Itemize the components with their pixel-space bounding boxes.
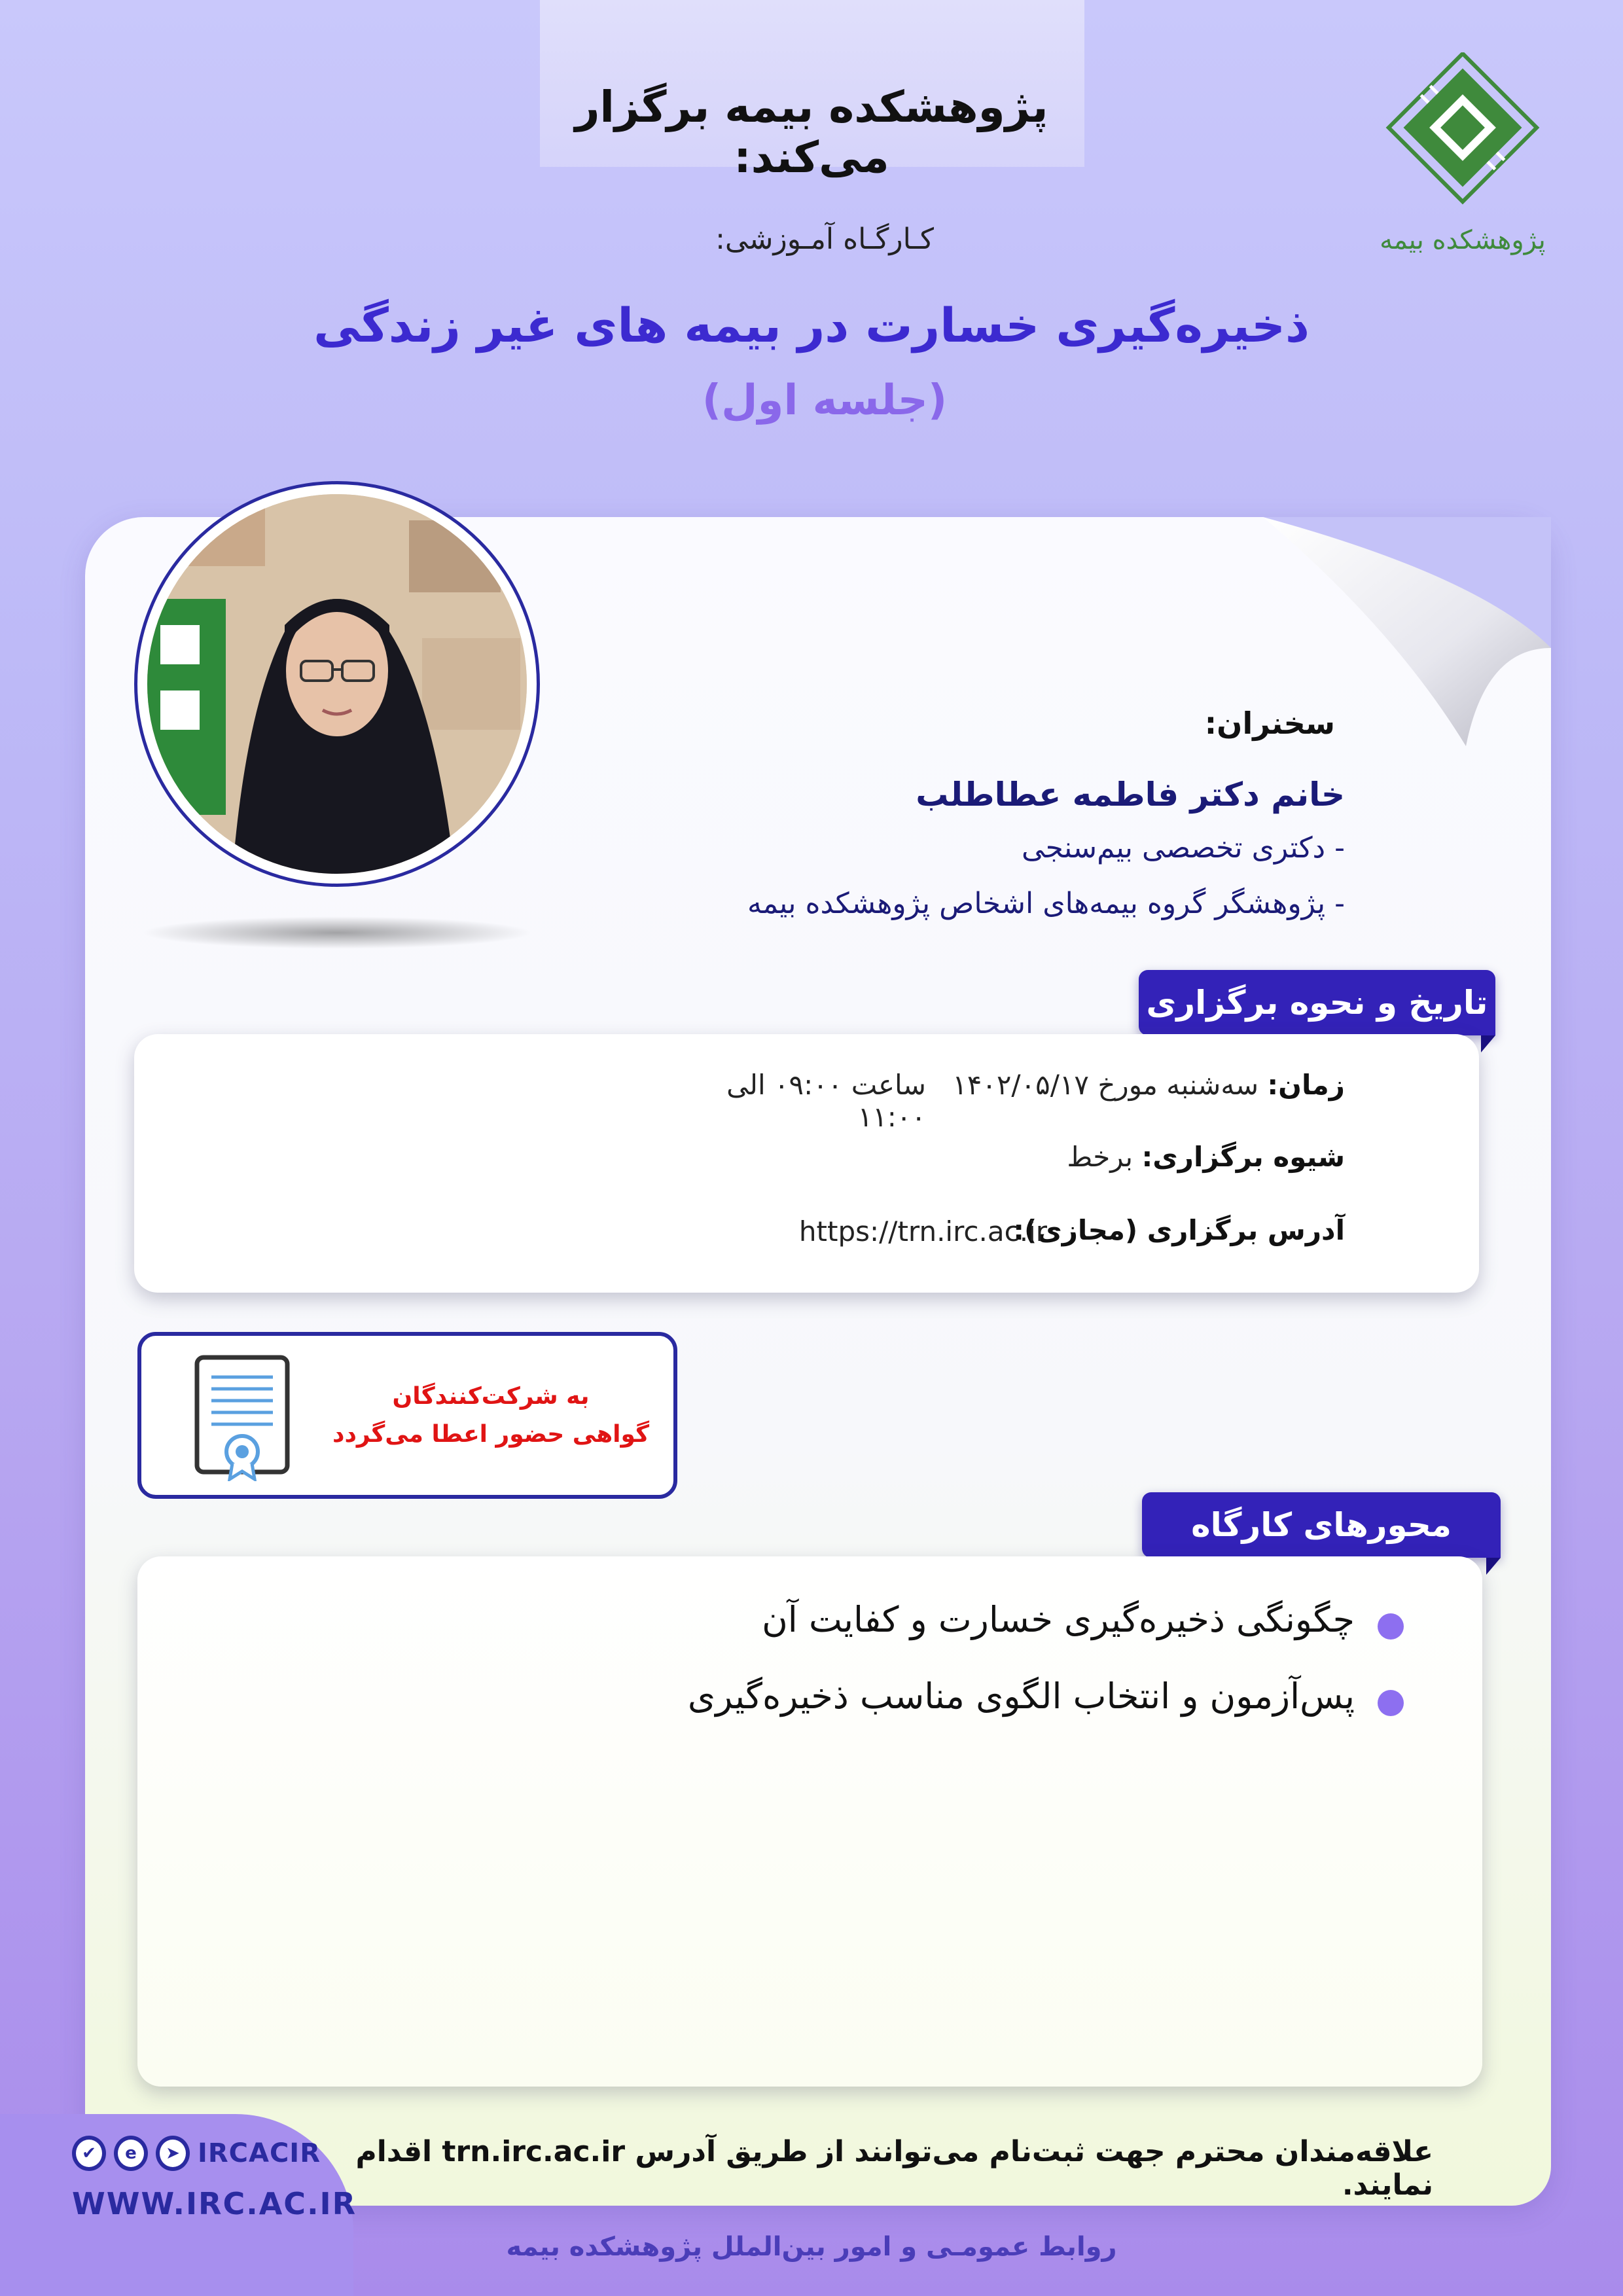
check-icon[interactable]: ✔ [72,2136,106,2171]
eitaa-icon[interactable]: e [114,2136,148,2171]
certificate-line-1: به شرکت‌کنندگان [392,1383,590,1410]
logo-text: پژوهشکده بیمه [1381,225,1544,255]
schedule-heading: تاریخ و نحوه برگزاری [1139,970,1495,1035]
bullet-icon [1378,1690,1404,1716]
workshop-title: ذخیره‌گیری خسارت در بیمه های غیر زندگی [313,298,1310,353]
website-link[interactable]: WWW.IRC.AC.IR [72,2186,357,2221]
telegram-icon[interactable]: ➤ [156,2136,190,2171]
time-date: سه‌شنبه مورخ ۱۴۰۲/۰۵/۱۷ [952,1069,1259,1101]
speaker-photo [147,494,527,874]
institute-logo [1381,52,1544,268]
mode-label: شیوه برگزاری: [1141,1141,1345,1173]
workshop-label: کـارگـاه آمـوزشی: [715,223,934,256]
mode-value: برخط [1067,1141,1133,1173]
time-label: زمان: [1267,1069,1345,1101]
topic-item: پس‌آزمون و انتخاب الگوی مناسب ذخیره‌گیری [687,1676,1355,1717]
speaker-label: سخنران: [1204,706,1335,741]
bullet-icon [1378,1613,1404,1640]
address-label: آدرس برگزاری (مجازی): [1013,1214,1345,1246]
address-link[interactable]: https://trn.irc.ac.ir [798,1215,1047,1247]
speaker-credential-2: - پژوهشگر گروه بیمه‌های اشخاص پژوهشکده بیمه [747,887,1345,920]
organizer-heading: پژوهشکده بیمه برگزار می‌کند: [575,82,1048,183]
credit-line: روابط عمومـی و امور بین‌الملل پژوهشکده بیمه [506,2232,1117,2262]
registration-url[interactable]: trn.irc.ac.ir [442,2135,626,2168]
tab-fold-decoration [1486,1558,1501,1575]
topics-heading: محورهای کارگاه [1142,1492,1501,1558]
session-label: (جلسه اول) [702,376,948,425]
registration-note [262,2135,1433,2202]
certificate-note [327,1378,654,1454]
time-hours: ساعت ۰۹:۰۰ الی ۱۱:۰۰ [726,1069,926,1133]
photo-shadow [141,916,533,949]
social-links [72,2134,321,2173]
speaker-name: خانم دکتر فاطمه عطاطلب [916,776,1345,814]
social-handle: IRCACIR [197,2138,321,2168]
tab-fold-decoration [1481,1035,1495,1052]
speaker-credential-1: - دکتری تخصصی بیم‌سنجی [1021,831,1345,865]
topic-item: چگونگی ذخیره‌گیری خسارت و کفایت آن [762,1599,1355,1640]
registration-prefix: علاقه‌مندان محترم جهت ثبت‌نام می‌توانند از طریق آدرس [635,2135,1433,2168]
registration-suffix: اقدام نمایند. [355,2135,1433,2202]
certificate-line-2: گواهی حضور اعطا می‌گردد [332,1421,650,1448]
certificate-icon [193,1354,291,1481]
mode-row [654,1141,1345,1173]
